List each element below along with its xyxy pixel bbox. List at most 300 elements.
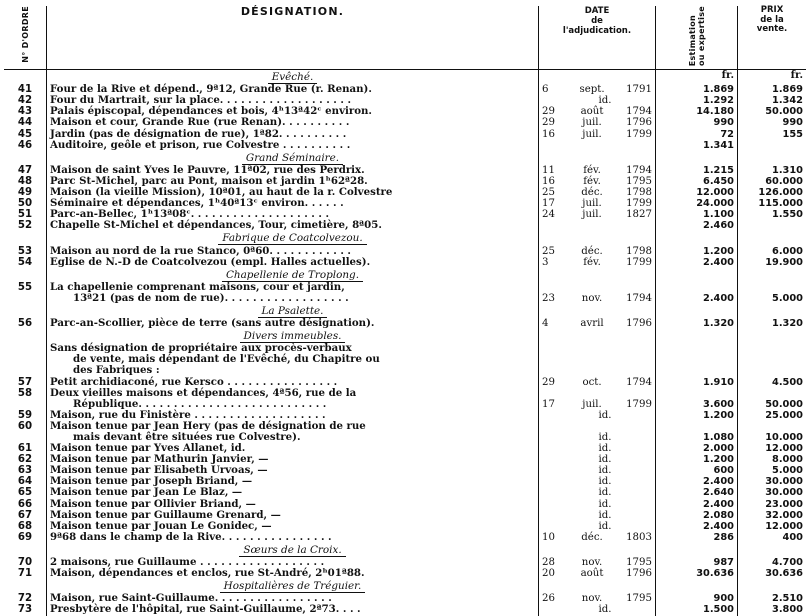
designation-text: 2 maisons, rue Guillaume . . . . . . . . . . . . . . . . . . <box>47 557 539 568</box>
estimation-value: 2.460 <box>656 220 738 231</box>
adjudication-date <box>539 198 656 209</box>
designation-text: Maison de saint Yves le Pauvre, 11ª02, rue des Perdrix. <box>47 165 539 176</box>
date-mon: déc. <box>558 187 626 198</box>
estimation-value: 987 <box>656 557 738 568</box>
estimation-value: 24.000 <box>656 198 738 209</box>
section-prix-cell: fr. <box>738 70 806 85</box>
adjudication-date <box>539 443 656 454</box>
date-mon: avril <box>558 318 626 329</box>
designation-text: Maison au nord de la rue Stanco, 0ª60. . . . . . . . . . . . <box>47 246 539 257</box>
date-day <box>542 410 558 421</box>
adjudication-date <box>539 129 656 140</box>
designation-text: Four du Martrait, sur la place. . . . . . . . . . . . . . . . . . . <box>47 95 539 106</box>
date-day: 29 <box>542 106 558 117</box>
order-number: 42 <box>4 95 47 106</box>
date-yr: 1791 <box>626 84 652 95</box>
order-number: 41 <box>4 84 47 95</box>
order-number <box>4 365 47 376</box>
designation-text: Maison, rue du Finistère . . . . . . . . . . . . . . . . . . . <box>47 410 539 421</box>
date-mon: oct. <box>558 377 626 388</box>
order-number: 43 <box>4 106 47 117</box>
date-yr: 1794 <box>626 293 652 304</box>
adjudication-date <box>539 532 656 543</box>
section-title <box>47 70 539 85</box>
estimation-value: 600 <box>656 465 738 476</box>
sale-price-value: 4.500 <box>738 377 806 388</box>
date-day <box>542 454 558 465</box>
order-number: 52 <box>4 220 47 231</box>
date-mon: id. <box>558 510 652 521</box>
ledger-row <box>4 117 806 128</box>
section-prix-cell <box>738 151 806 165</box>
date-mon: id. <box>558 95 652 106</box>
date-mon: id. <box>558 443 652 454</box>
date-mon: id. <box>558 521 652 532</box>
header-estimation: Estimationou expertise <box>656 6 738 70</box>
sale-price-value: 4.700 <box>738 557 806 568</box>
date-mon: id. <box>558 465 652 476</box>
adjudication-date <box>539 95 656 106</box>
section-heading-row <box>4 329 806 343</box>
estimation-value: 286 <box>656 532 738 543</box>
sale-price-value: 23.000 <box>738 499 806 510</box>
order-number <box>4 343 47 354</box>
order-number: 57 <box>4 377 47 388</box>
order-number: 60 <box>4 421 47 432</box>
section-title <box>47 579 539 593</box>
date-day: 20 <box>542 568 558 579</box>
estimation-value <box>656 421 738 432</box>
designation-text: Maison (la vieille Mission), 10ª01, au haut de la r. Colvestre <box>47 187 539 198</box>
adjudication-date <box>539 557 656 568</box>
section-title-text: Grand Séminaire. <box>242 152 343 165</box>
date-day <box>542 521 558 532</box>
date-mon: août <box>558 568 626 579</box>
section-num-cell <box>4 70 47 85</box>
ledger-row <box>4 318 806 329</box>
date-day: 29 <box>542 117 558 128</box>
header-prix: PRIX de la vente. <box>738 6 806 70</box>
date-yr: 1798 <box>626 246 652 257</box>
section-title <box>47 151 539 165</box>
sale-price-value: 6.000 <box>738 246 806 257</box>
designation-text: Maison et cour, Grande Rue (rue Renan). . . . . . . . . . <box>47 117 539 128</box>
section-title <box>47 304 539 318</box>
section-prix-cell <box>738 579 806 593</box>
designation-text: Maison tenue par Jean Hery (pas de désignation de rue <box>47 421 539 432</box>
estimation-value: 2.400 <box>656 521 738 532</box>
section-est-cell <box>656 329 738 343</box>
date-yr: 1794 <box>626 165 652 176</box>
sale-price-value: 50.000 <box>738 399 806 410</box>
section-num-cell <box>4 579 47 593</box>
date-mon: déc. <box>558 246 626 257</box>
sale-price-value: 30.000 <box>738 476 806 487</box>
date-day: 17 <box>542 198 558 209</box>
date-yr: 1796 <box>626 117 652 128</box>
order-number: 49 <box>4 187 47 198</box>
estimation-value: 2.400 <box>656 499 738 510</box>
estimation-value: 1.341 <box>656 140 738 151</box>
section-heading-row <box>4 579 806 593</box>
date-day <box>542 95 558 106</box>
adjudication-date <box>539 176 656 187</box>
order-number <box>4 354 47 365</box>
estimation-value: 1.200 <box>656 454 738 465</box>
date-mon: id. <box>558 432 652 443</box>
order-number: 53 <box>4 246 47 257</box>
adjudication-date <box>539 117 656 128</box>
ledger-row <box>4 257 806 268</box>
header-num: N° D'ORDRE <box>4 6 47 70</box>
sale-price-value: 19.900 <box>738 257 806 268</box>
date-day: 3 <box>542 257 558 268</box>
date-mon: déc. <box>558 532 626 543</box>
section-est-cell <box>656 268 738 282</box>
section-num-cell <box>4 543 47 557</box>
date-day: 25 <box>542 187 558 198</box>
date-day <box>542 487 558 498</box>
ledger-row <box>4 293 806 304</box>
order-number: 65 <box>4 487 47 498</box>
date-yr: 1796 <box>626 568 652 579</box>
designation-text: Sans désignation de propriétaire aux procès-verbaux <box>47 343 539 354</box>
sale-price-value: 115.000 <box>738 198 806 209</box>
date-mon: nov. <box>558 557 626 568</box>
designation-text: 13ª21 (pas de nom de rue). . . . . . . . . . . . . . . . . . <box>47 293 539 304</box>
adjudication-date <box>539 365 656 376</box>
section-title <box>47 268 539 282</box>
section-heading-row <box>4 268 806 282</box>
sale-price-value <box>738 140 806 151</box>
date-yr: 1794 <box>626 106 652 117</box>
date-day <box>542 604 558 615</box>
adjudication-date <box>539 354 656 365</box>
sale-price-value: 155 <box>738 129 806 140</box>
estimation-value: 2.080 <box>656 510 738 521</box>
date-yr: 1803 <box>626 532 652 543</box>
date-yr: 1796 <box>626 318 652 329</box>
date-mon: id. <box>558 499 652 510</box>
order-number: 62 <box>4 454 47 465</box>
estimation-value: 1.869 <box>656 84 738 95</box>
designation-text: Maison tenue par Guillaume Grenard, — <box>47 510 539 521</box>
ledger-body <box>4 70 806 616</box>
header-row <box>4 6 806 70</box>
section-est-cell <box>656 543 738 557</box>
ledger-row <box>4 377 806 388</box>
estimation-value <box>656 365 738 376</box>
sale-price-value: 12.000 <box>738 521 806 532</box>
adjudication-date <box>539 510 656 521</box>
order-number: 66 <box>4 499 47 510</box>
date-day <box>542 499 558 510</box>
date-mon: nov. <box>558 293 626 304</box>
date-yr: 1795 <box>626 593 652 604</box>
section-prix-cell <box>738 304 806 318</box>
adjudication-date <box>539 499 656 510</box>
date-yr: 1799 <box>626 129 652 140</box>
ledger-row <box>4 140 806 151</box>
date-mon: sept. <box>558 84 626 95</box>
date-yr: 1795 <box>626 176 652 187</box>
date-mon: juil. <box>558 117 626 128</box>
designation-text: République. . . . . . . . . . . . . . . . . . . . . . . . . . . <box>47 399 539 410</box>
designation-text: Maison tenue par Jouan Le Gonidec, — <box>47 521 539 532</box>
adjudication-date <box>539 165 656 176</box>
estimation-value: 2.640 <box>656 487 738 498</box>
section-prix-cell <box>738 543 806 557</box>
order-number <box>4 293 47 304</box>
sale-price-value: 1.550 <box>738 209 806 220</box>
adjudication-date <box>539 220 656 231</box>
section-date-cell <box>539 579 656 593</box>
adjudication-date <box>539 209 656 220</box>
section-date-cell <box>539 304 656 318</box>
date-mon: août <box>558 106 626 117</box>
designation-text: Maison tenue par Mathurin Janvier, — <box>47 454 539 465</box>
order-number: 63 <box>4 465 47 476</box>
adjudication-date <box>539 106 656 117</box>
section-date-cell <box>539 231 656 245</box>
designation-text: Palais épiscopal, dépendances et bois, 4ʰ13ª42ᶜ environ. <box>47 106 539 117</box>
estimation-value: 12.000 <box>656 187 738 198</box>
designation-text: Petit archidiaconé, rue Kersco . . . . . . . . . . . . . . . . <box>47 377 539 388</box>
adjudication-date <box>539 377 656 388</box>
order-number: 50 <box>4 198 47 209</box>
sale-price-value: 3.800 <box>738 604 806 615</box>
section-title-text: Sœurs de la Croix. <box>239 544 345 557</box>
designation-text: Parc St-Michel, parc au Pont, maison et jardin 1ʰ62ª28. <box>47 176 539 187</box>
estimation-value: 30.636 <box>656 568 738 579</box>
date-mon: juil. <box>558 198 626 209</box>
sale-price-value: 1.342 <box>738 95 806 106</box>
section-heading-row <box>4 70 806 85</box>
order-number: 56 <box>4 318 47 329</box>
date-day: 24 <box>542 209 558 220</box>
designation-text: Deux vieilles maisons et dépendances, 4ª56, rue de la <box>47 388 539 399</box>
section-num-cell <box>4 304 47 318</box>
date-day <box>542 432 558 443</box>
estimation-value: 1.100 <box>656 209 738 220</box>
adjudication-date <box>539 257 656 268</box>
section-title-text: La Psalette. <box>258 305 328 318</box>
order-number: 47 <box>4 165 47 176</box>
section-title-text: Hospitalières de Tréguier. <box>220 580 366 593</box>
order-number: 70 <box>4 557 47 568</box>
sale-price-value: 400 <box>738 532 806 543</box>
designation-text: Parc-an-Bellec, 1ʰ13ª08ᶜ. . . . . . . . . . . . . . . . . . . . <box>47 209 539 220</box>
section-heading-row <box>4 231 806 245</box>
estimation-value: 6.450 <box>656 176 738 187</box>
estimation-value <box>656 343 738 354</box>
date-mon: juil. <box>558 209 626 220</box>
designation-text: Maison, dépendances et enclos, rue St-André, 2ʰ01ª88. <box>47 568 539 579</box>
header-date: DATE de l'adjudication. <box>539 6 656 70</box>
section-heading-row <box>4 151 806 165</box>
date-mon: id. <box>558 487 652 498</box>
sale-price-value: 30.000 <box>738 487 806 498</box>
estimation-value: 2.000 <box>656 443 738 454</box>
adjudication-date <box>539 84 656 95</box>
section-heading-row <box>4 543 806 557</box>
adjudication-date <box>539 568 656 579</box>
section-date-cell <box>539 543 656 557</box>
ledger-row <box>4 568 806 579</box>
date-yr: 1795 <box>626 557 652 568</box>
estimation-value: 2.400 <box>656 476 738 487</box>
designation-text: Eglise de N.-D de Coatcolvezou (empl. Halles actuelles). <box>47 257 539 268</box>
sale-price-value: 5.000 <box>738 465 806 476</box>
date-day: 16 <box>542 176 558 187</box>
adjudication-date <box>539 140 656 151</box>
ledger-row <box>4 487 806 498</box>
adjudication-date <box>539 318 656 329</box>
section-num-cell <box>4 268 47 282</box>
sales-ledger-table <box>4 6 806 616</box>
date-day: 11 <box>542 165 558 176</box>
order-number: 48 <box>4 176 47 187</box>
sale-price-value: 60.000 <box>738 176 806 187</box>
adjudication-date <box>539 421 656 432</box>
date-day <box>542 465 558 476</box>
adjudication-date <box>539 521 656 532</box>
estimation-value <box>656 388 738 399</box>
sale-price-value: 8.000 <box>738 454 806 465</box>
sale-price-value <box>738 388 806 399</box>
section-title-text: Fabrique de Coatcolvezou. <box>218 232 366 245</box>
estimation-value: 1.910 <box>656 377 738 388</box>
section-date-cell <box>539 70 656 85</box>
section-date-cell <box>539 151 656 165</box>
date-yr: 1799 <box>626 198 652 209</box>
header-designation: DÉSIGNATION. <box>47 6 539 70</box>
adjudication-date <box>539 465 656 476</box>
section-title-text: Chapellenie de Troplong. <box>222 269 363 282</box>
estimation-value <box>656 354 738 365</box>
order-number: 45 <box>4 129 47 140</box>
section-heading-row <box>4 304 806 318</box>
sale-price-value <box>738 365 806 376</box>
ledger-row <box>4 604 806 615</box>
adjudication-date <box>539 432 656 443</box>
order-number: 58 <box>4 388 47 399</box>
date-mon: nov. <box>558 593 626 604</box>
section-num-cell <box>4 231 47 245</box>
section-num-cell <box>4 329 47 343</box>
designation-text: Maison tenue par Elisabeth Urvoas, — <box>47 465 539 476</box>
date-day: 29 <box>542 377 558 388</box>
designation-text: Maison, rue Saint-Guillaume. . . . . . . . . . . . . . . . . <box>47 593 539 604</box>
date-day <box>542 443 558 454</box>
date-day: 25 <box>542 246 558 257</box>
estimation-value <box>656 282 738 293</box>
date-mon: juil. <box>558 399 626 410</box>
adjudication-date <box>539 388 656 399</box>
date-day: 6 <box>542 84 558 95</box>
order-number: 46 <box>4 140 47 151</box>
date-day: 4 <box>542 318 558 329</box>
sale-price-value: 32.000 <box>738 510 806 521</box>
date-yr: 1798 <box>626 187 652 198</box>
designation-text: Maison tenue par Jean Le Blaz, — <box>47 487 539 498</box>
date-yr: 1794 <box>626 377 652 388</box>
sale-price-value <box>738 354 806 365</box>
adjudication-date <box>539 282 656 293</box>
section-date-cell <box>539 268 656 282</box>
order-number: 44 <box>4 117 47 128</box>
adjudication-date <box>539 343 656 354</box>
ledger-row <box>4 129 806 140</box>
designation-text: La chapellenie comprenant maisons, cour et jardin, <box>47 282 539 293</box>
date-day: 16 <box>542 129 558 140</box>
order-number: 67 <box>4 510 47 521</box>
sale-price-value: 990 <box>738 117 806 128</box>
sale-price-value: 2.510 <box>738 593 806 604</box>
date-mon: id. <box>558 410 652 421</box>
adjudication-date <box>539 454 656 465</box>
adjudication-date <box>539 293 656 304</box>
order-number: 72 <box>4 593 47 604</box>
section-est-cell <box>656 579 738 593</box>
designation-text: Jardin (pas de désignation de rue), 1ª82. . . . . . . . . . <box>47 129 539 140</box>
adjudication-date <box>539 399 656 410</box>
sale-price-value <box>738 343 806 354</box>
order-number <box>4 399 47 410</box>
estimation-value: 1.500 <box>656 604 738 615</box>
section-title <box>47 543 539 557</box>
estimation-value: 1.200 <box>656 410 738 421</box>
designation-text: Auditoire, geôle et prison, rue Colvestre . . . . . . . . . . <box>47 140 539 151</box>
section-title <box>47 329 539 343</box>
designation-text: Presbytère de l'hôpital, rue Saint-Guillaume, 2ª73. . . . <box>47 604 539 615</box>
estimation-value: 14.180 <box>656 106 738 117</box>
designation-text: 9ª68 dans le champ de la Rive. . . . . . . . . . . . . . . . <box>47 532 539 543</box>
sale-price-value: 30.636 <box>738 568 806 579</box>
adjudication-date <box>539 187 656 198</box>
date-yr: 1799 <box>626 399 652 410</box>
estimation-value: 990 <box>656 117 738 128</box>
estimation-value: 2.400 <box>656 293 738 304</box>
ledger-row <box>4 532 806 543</box>
sale-price-value: 5.000 <box>738 293 806 304</box>
sale-price-value: 126.000 <box>738 187 806 198</box>
section-est-cell <box>656 304 738 318</box>
date-mon: fév. <box>558 176 626 187</box>
adjudication-date <box>539 246 656 257</box>
section-est-cell: fr. <box>656 70 738 85</box>
section-prix-cell <box>738 231 806 245</box>
order-number: 73 <box>4 604 47 615</box>
date-yr: 1799 <box>626 257 652 268</box>
section-title <box>47 231 539 245</box>
date-day: 26 <box>542 593 558 604</box>
ledger-row <box>4 246 806 257</box>
sale-price-value: 25.000 <box>738 410 806 421</box>
date-mon: id. <box>558 604 652 615</box>
sale-price-value <box>738 421 806 432</box>
date-yr: 1827 <box>626 209 652 220</box>
date-mon: id. <box>558 454 652 465</box>
designation-text: Parc-an-Scollier, pièce de terre (sans autre désignation). <box>47 318 539 329</box>
order-number: 71 <box>4 568 47 579</box>
sale-price-value: 12.000 <box>738 443 806 454</box>
adjudication-date <box>539 476 656 487</box>
ledger-row <box>4 365 806 376</box>
order-number: 55 <box>4 282 47 293</box>
sale-price-value <box>738 220 806 231</box>
order-number: 51 <box>4 209 47 220</box>
